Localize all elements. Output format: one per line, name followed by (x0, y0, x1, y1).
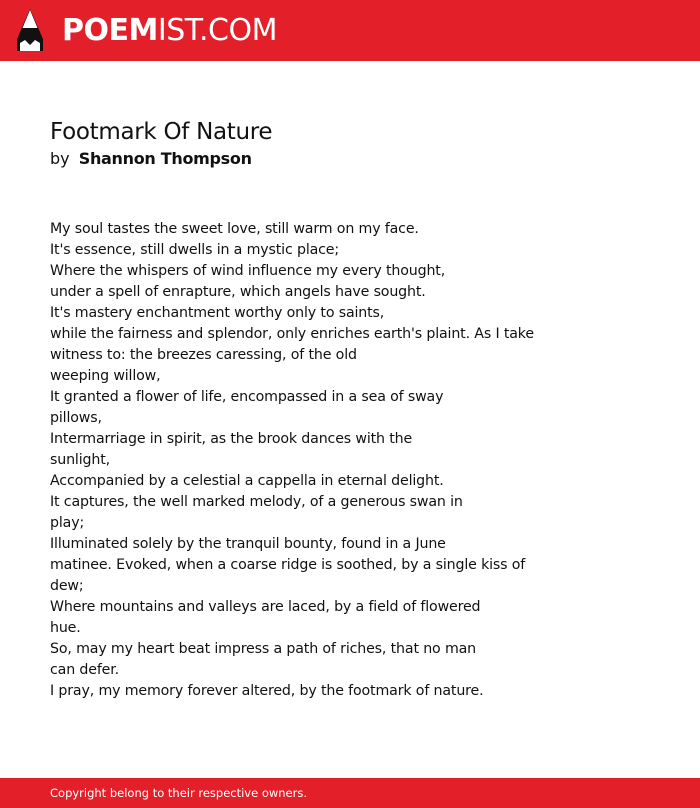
poem-line: It captures, the well marked melody, of a generous swan in (50, 494, 463, 510)
by-label: by (50, 149, 70, 168)
poem-line: Intermarriage in spirit, as the brook dances with the (50, 431, 413, 447)
poem-line: under a spell of enrapture, which angels have sought. (50, 284, 426, 300)
poem-line: Illuminated solely by the tranquil bounty, found in a June (50, 536, 446, 552)
poem-line: play; (50, 515, 85, 531)
poem-line: I pray, my memory forever altered, by the footmark of nature. (50, 683, 484, 699)
site-footer (0, 778, 700, 808)
site-header (0, 0, 700, 61)
poem-line: while the fairness and splendor, only enriches earth's plaint. As I take (50, 326, 534, 342)
poem-title: Footmark Of Nature (50, 119, 273, 145)
poem-line: hue. (50, 620, 81, 636)
poem-line: pillows, (50, 410, 102, 426)
poem-line: weeping willow, (50, 368, 161, 384)
poem-line: It's essence, still dwells in a mystic place; (50, 242, 340, 258)
poem-line: dew; (50, 578, 84, 594)
poem-line: Accompanied by a celestial a cappella in eternal delight. (50, 473, 444, 489)
logo-bold-text: POEM (62, 13, 158, 48)
poem-line: matinee. Evoked, when a coarse ridge is soothed, by a single kiss of (50, 557, 526, 573)
pencil-icon[interactable] (17, 9, 43, 51)
logo-light-text: IST.COM (157, 13, 277, 48)
poem-line: My soul tastes the sweet love, still warm on my face. (50, 221, 419, 237)
poem-line: It's mastery enchantment worthy only to saints, (50, 305, 385, 321)
poem-line: witness to: the breezes caressing, of the old (50, 347, 357, 363)
poem-body (50, 219, 650, 702)
poem-line: Where mountains and valleys are laced, by a field of flowered (50, 599, 481, 615)
author-name: Shannon Thompson (78, 149, 252, 168)
poem-line: can defer. (50, 662, 119, 678)
byline (50, 148, 252, 170)
site-logo[interactable] (62, 13, 277, 49)
poem-line: It granted a flower of life, encompassed in a sea of sway (50, 389, 444, 405)
poem-line: sunlight, (50, 452, 110, 468)
poem-line: So, may my heart beat impress a path of riches, that no man (50, 641, 477, 657)
poem-line: Where the whispers of wind influence my every thought, (50, 263, 446, 279)
copyright-notice: Copyright belong to their respective owners. (50, 786, 308, 800)
